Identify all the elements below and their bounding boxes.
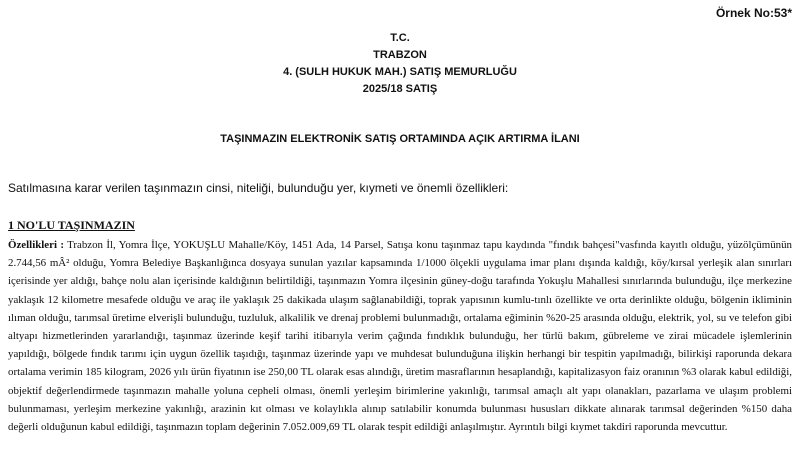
header-case-number: 2025/18 SATIŞ xyxy=(362,83,438,95)
header-republic: T.C. xyxy=(390,32,410,44)
intro-text: Satılmasına karar verilen taşınmazın cinsi, niteliği, bulunduğu yer, kıymeti ve önemli özellikleri: xyxy=(8,181,509,195)
features-text: Trabzon İl, Yomra İlçe, YOKUŞLU Mahalle/Köy, 1451 Ada, 14 Parsel, Satışa konu taşınmaz tapu kaydında "fındık bahçesi"vasfında kayıtlı olduğu, yüzölçümünün 2.744,56 mÂ² olduğu, Yomra Belediye Başkanlığınca dosyaya sunulan yazılar kapsamında 1/1000 ölçekli uygulama imar planı dışında kaldığı, köy/kırsal yerleşik alan sınırları içerisinde yer aldığı, bahçe nolu alan içerisinde kaldığının belirtildiği, taşınmazın Yomra ilçesinin güney-doğu tarafında Yokuşlu Mahallesi sınırlarında bulunduğu, ilçe merkezine yaklaşık 12 kilometre mesafede olduğu ve araç ile yaklaşık 25 dakikada ulaşım sağlanabildiği, toprak yapısının kumlu-tınlı özellikte ve orta derinlikte olduğu, bölgenin ikliminin ılıman olduğu, tarımsal üretime elverişli bulunduğu, tuzluluk, alkalilik ve drenaj problemi bulunmadığı, ortalama eğiminin %20-25 arasında olduğu, elektrik, yol, su ve telefon gibi altyapı hizmetlerinden yararlandığı, taşınmaz üzerinde keşif tarihi itibarıyla verim çağında fındıklık bulunduğu, her türlü bakım, gübreleme ve zirai mücadele işlemlerinin yapıldığı, bölgede fındık tarımı için uygun özellik taşıdığı, taşınmaz üzerinde yapı ve muhdesat bulunduğuna ilişkin herhangi bir tespitin yapılmadığı, bilirkişi raporunda dekara ortalama verimin 185 kilogram, 2026 yılı ürün fiyatının ise 250,00 TL olarak esas alındığı, üretim masraflarının hesaplandığı, kapitalizasyon faiz oranının %3 olarak kabul edildiği, objektif değerlendirmede taşınmazın mahalle yoluna cepheli olması, önemli yerleşim birimlerine yakınlığı, tarımsal amaçlı alt yapı olanakları, pazarlama ve ulaşım problemi bulunmaması, yerleşim merkezine yakınlığı, arazinin kıt olması ve kolaylıkla alınıp satılabilir konumda bulunması hususları dikkate alınarak tarımsal değerinden %150 daha değerli olduğunun kabul edildiği, taşınmazın toplam değerinin 7.052.009,69 TL olarak tespit edildiği anlaşılmıştır. Ayrıntılı bilgi kıymet takdiri raporunda mevcuttur. xyxy=(8,239,792,434)
features-label: Özellikleri : xyxy=(8,239,64,251)
header-city: TRABZON xyxy=(373,49,427,61)
form-number: Örnek No:53* xyxy=(715,6,792,20)
document-header xyxy=(0,30,800,98)
header-office: 4. (SULH HUKUK MAH.) SATIŞ MEMURLUĞU xyxy=(283,66,517,78)
notice-title: TAŞINMAZIN ELEKTRONİK SATIŞ ORTAMINDA AÇIK ARTIRMA İLANI xyxy=(220,133,580,145)
property-description xyxy=(8,236,792,436)
property-heading: 1 NO'LU TAŞINMAZIN xyxy=(8,218,135,232)
